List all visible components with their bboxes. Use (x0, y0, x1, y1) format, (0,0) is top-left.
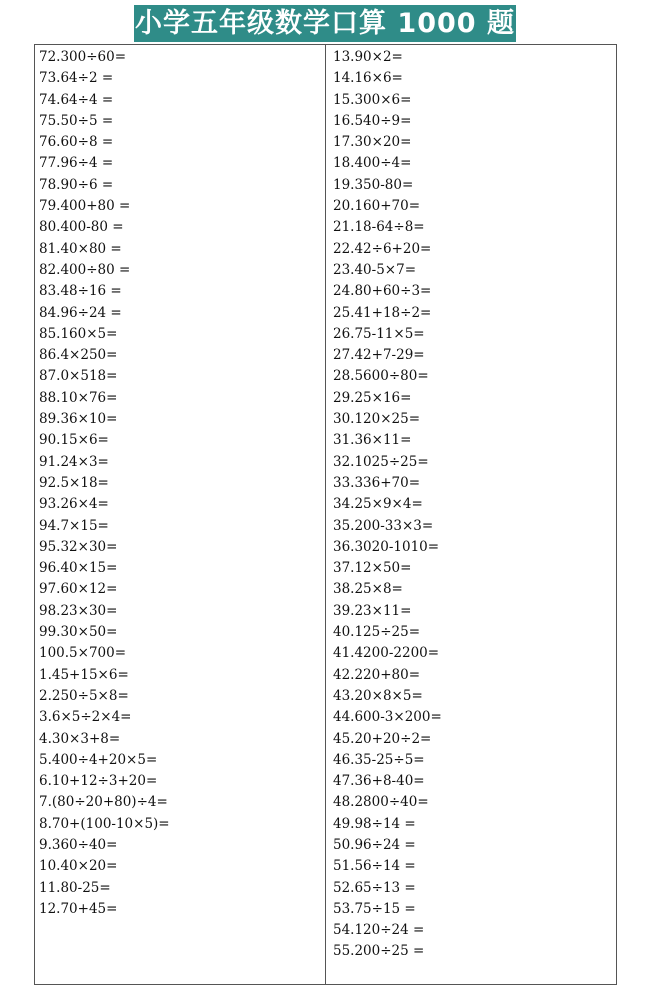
problem-item: 2.250÷5×8= (39, 687, 129, 704)
problem-item: 20.160+70= (333, 198, 421, 215)
problem-item: 5.400÷4+20×5= (39, 751, 158, 768)
problem-item: 7.(80÷20+80)÷4= (39, 794, 168, 811)
problem-item: 6.10+12÷3+20= (39, 773, 158, 790)
problem-item: 55.200÷25 = (333, 943, 425, 960)
problem-item: 75.50÷5 = (39, 112, 114, 129)
problem-item: 97.60×12= (39, 581, 118, 598)
problem-item: 9.360÷40= (39, 836, 118, 853)
problem-item: 37.12×50= (333, 560, 412, 577)
problem-item: 38.25×8= (333, 581, 403, 598)
problem-item: 33.336+70= (333, 474, 421, 491)
problem-item: 44.600-3×200= (333, 709, 442, 726)
problem-item: 53.75÷15 = (333, 900, 416, 917)
problem-item: 13.90×2= (333, 49, 403, 65)
problem-item: 36.3020-1010= (333, 538, 440, 555)
problem-item: 85.160×5= (39, 325, 118, 342)
problem-item: 10.40×20= (39, 858, 118, 875)
problem-item: 49.98÷14 = (333, 815, 416, 832)
problem-item: 52.65÷13 = (333, 879, 416, 896)
problem-item: 99.30×50= (39, 624, 118, 641)
problem-item: 86.4×250= (39, 347, 118, 364)
problem-item: 16.540÷9= (333, 112, 412, 129)
problem-item: 95.32×30= (39, 538, 118, 555)
problem-item: 17.30×20= (333, 134, 412, 151)
problem-item: 11.80-25= (39, 879, 111, 896)
problem-item: 45.20+20÷2= (333, 730, 432, 747)
problem-item: 92.5×18= (39, 474, 109, 491)
problem-item: 73.64÷2 = (39, 70, 114, 87)
problem-item: 29.25×16= (333, 389, 412, 406)
problem-item: 30.120×25= (333, 411, 421, 428)
problem-item: 47.36+8-40= (333, 773, 425, 790)
problem-item: 76.60÷8 = (39, 134, 114, 151)
problem-item: 27.42+7-29= (333, 347, 425, 364)
problem-item: 98.23×30= (39, 602, 118, 619)
problem-item: 32.1025÷25= (333, 453, 429, 470)
problem-item: 88.10×76= (39, 389, 118, 406)
problem-item: 25.41+18÷2= (333, 304, 432, 321)
problem-item: 77.96÷4 = (39, 155, 114, 172)
problem-item: 40.125÷25= (333, 624, 421, 641)
problem-item: 96.40×15= (39, 560, 118, 577)
problem-item: 82.400÷80 = (39, 261, 131, 278)
problem-item: 72.300÷60= (39, 49, 127, 65)
problem-item: 4.30×3+8= (39, 730, 121, 747)
problem-item: 35.200-33×3= (333, 517, 434, 534)
problem-item: 54.120÷24 = (333, 922, 425, 939)
problem-sheet (34, 44, 617, 985)
problem-item: 80.400-80 = (39, 219, 124, 236)
problem-item: 93.26×4= (39, 496, 109, 513)
problem-item: 24.80+60÷3= (333, 283, 432, 300)
column-divider (325, 45, 326, 984)
problem-item: 21.18-64÷8= (333, 219, 425, 236)
problem-item: 26.75-11×5= (333, 325, 425, 342)
problem-item: 14.16×6= (333, 70, 403, 87)
problem-item: 87.0×518= (39, 368, 118, 385)
problem-item: 3.6×5÷2×4= (39, 709, 132, 726)
problem-item: 89.36×10= (39, 411, 118, 428)
problem-item: 74.64÷4 = (39, 91, 114, 108)
problem-item: 19.350-80= (333, 176, 414, 193)
problem-item: 43.20×8×5= (333, 687, 423, 704)
problem-item: 22.42÷6+20= (333, 240, 432, 257)
problem-item: 41.4200-2200= (333, 645, 440, 662)
problem-item: 31.36×11= (333, 432, 412, 449)
problem-item: 12.70+45= (39, 900, 118, 917)
problem-item: 48.2800÷40= (333, 794, 429, 811)
left-problem-column (39, 47, 170, 920)
problem-item: 18.400÷4= (333, 155, 412, 172)
problem-item: 79.400+80 = (39, 198, 131, 215)
problem-item: 94.7×15= (39, 517, 109, 534)
problem-item: 42.220+80= (333, 666, 421, 683)
problem-item: 90.15×6= (39, 432, 109, 449)
problem-item: 8.70+(100-10×5)= (39, 815, 170, 832)
problem-item: 50.96÷24 = (333, 836, 416, 853)
problem-item: 1.45+15×6= (39, 666, 129, 683)
problem-item: 100.5×700= (39, 645, 127, 662)
problem-item: 15.300×6= (333, 91, 412, 108)
problem-item: 28.5600÷80= (333, 368, 429, 385)
problem-item: 46.35-25÷5= (333, 751, 425, 768)
problem-item: 84.96÷24 = (39, 304, 122, 321)
page-title: 小学五年级数学口算 1000 题 (134, 5, 516, 42)
problem-item: 83.48÷16 = (39, 283, 122, 300)
problem-item: 81.40×80 = (39, 240, 122, 257)
problem-item: 34.25×9×4= (333, 496, 423, 513)
problem-item: 23.40-5×7= (333, 261, 417, 278)
problem-item: 91.24×3= (39, 453, 109, 470)
problem-item: 78.90÷6 = (39, 176, 114, 193)
problem-item: 39.23×11= (333, 602, 412, 619)
problem-item: 51.56÷14 = (333, 858, 416, 875)
right-problem-column (333, 47, 442, 963)
